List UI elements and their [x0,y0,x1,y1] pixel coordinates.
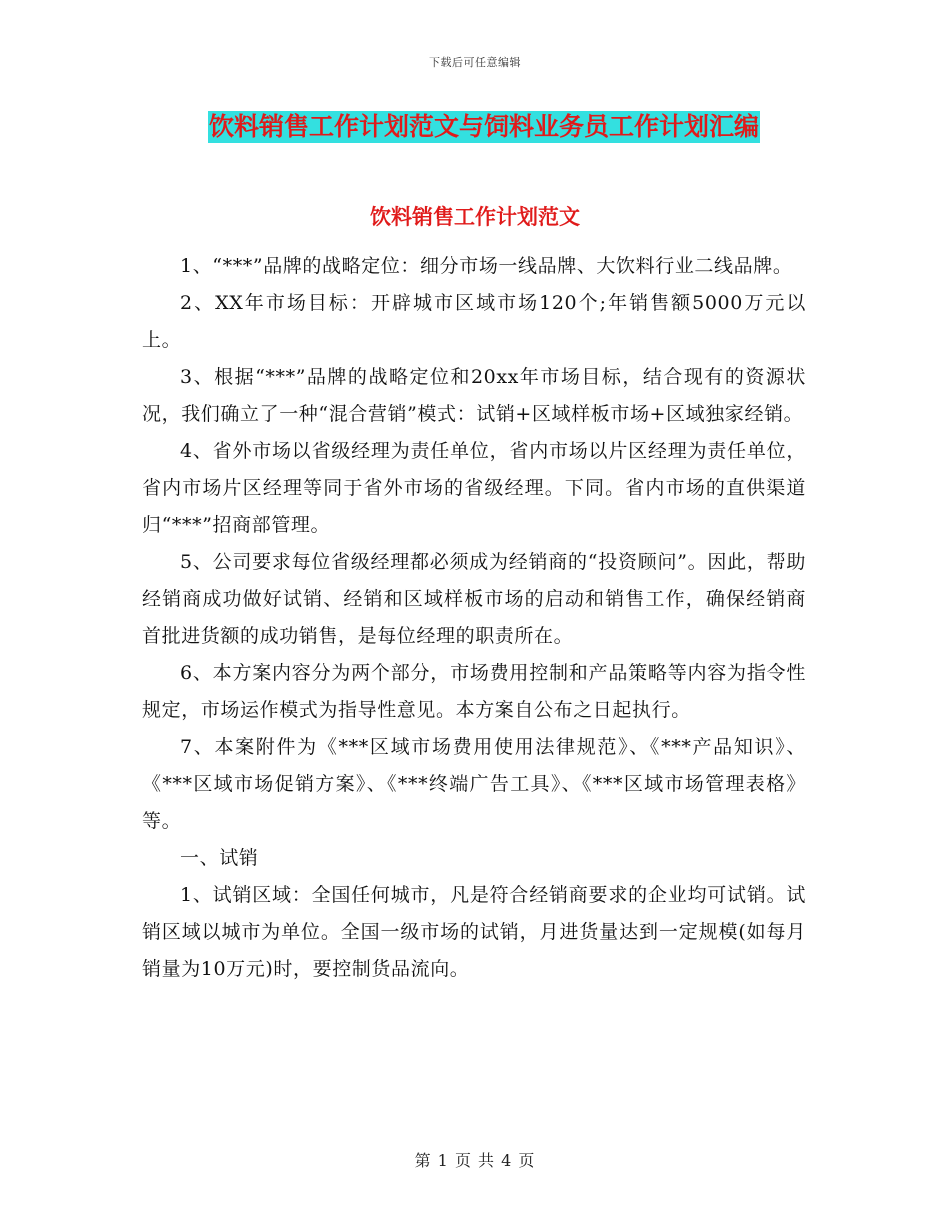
section-title: 饮料销售工作计划范文 [370,205,580,229]
subsection-heading-trial-sales: 一、试销 [180,847,259,869]
paragraph-6: 6、本方案内容分为两个部分，市场费用控制和产品策略等内容为指令性规定，市场运作模式为指导性意见。本方案自公布之日起执行。 [142,662,806,721]
paragraph-5: 5、公司要求每位省级经理都必须成为经销商的“投资顾问”。因此，帮助经销商成功做好试销、经销和区域样板市场的启动和销售工作，确保经销商首批进货额的成功销售，是每位经理的职责所在。 [142,551,806,647]
main-title: 饮料销售工作计划范文与饲料业务员工作计划汇编 [209,112,760,141]
paragraph-3: 3、根据“***”品牌的战略定位和20xx年市场目标，结合现有的资源状况，我们确立了一种“混合营销”模式：试销+区域样板市场+区域独家经销。 [142,366,806,425]
header-note: 下载后可任意编辑 [429,56,521,69]
paragraph-4: 4、省外市场以省级经理为责任单位，省内市场以片区经理为责任单位，省内市场片区经理等同于省外市场的省级经理。下同。省内市场的直供渠道归“***”招商部管理。 [142,440,806,536]
paragraph-2: 2、XX年市场目标：开辟城市区域市场120个;年销售额5000万元以上。 [142,292,806,351]
document-body [142,248,806,988]
paragraph-1: 1、“***”品牌的战略定位：细分市场一线品牌、大饮料行业二线品牌。 [180,255,793,277]
page-footer: 第 1 页 共 4 页 [414,1151,536,1170]
paragraph-trial-region: 1、试销区域：全国任何城市，凡是符合经销商要求的企业均可试销。试销区域以城市为单位。全国一级市场的试销，月进货量达到一定规模(如每月销量为10万元)时，要控制货品流向。 [142,884,806,980]
paragraph-7: 7、本案附件为《***区域市场费用使用法律规范》、《***产品知识》、《***区域市场促销方案》、《***终端广告工具》、《***区域市场管理表格》等。 [142,736,806,832]
main-title-container [208,111,790,145]
